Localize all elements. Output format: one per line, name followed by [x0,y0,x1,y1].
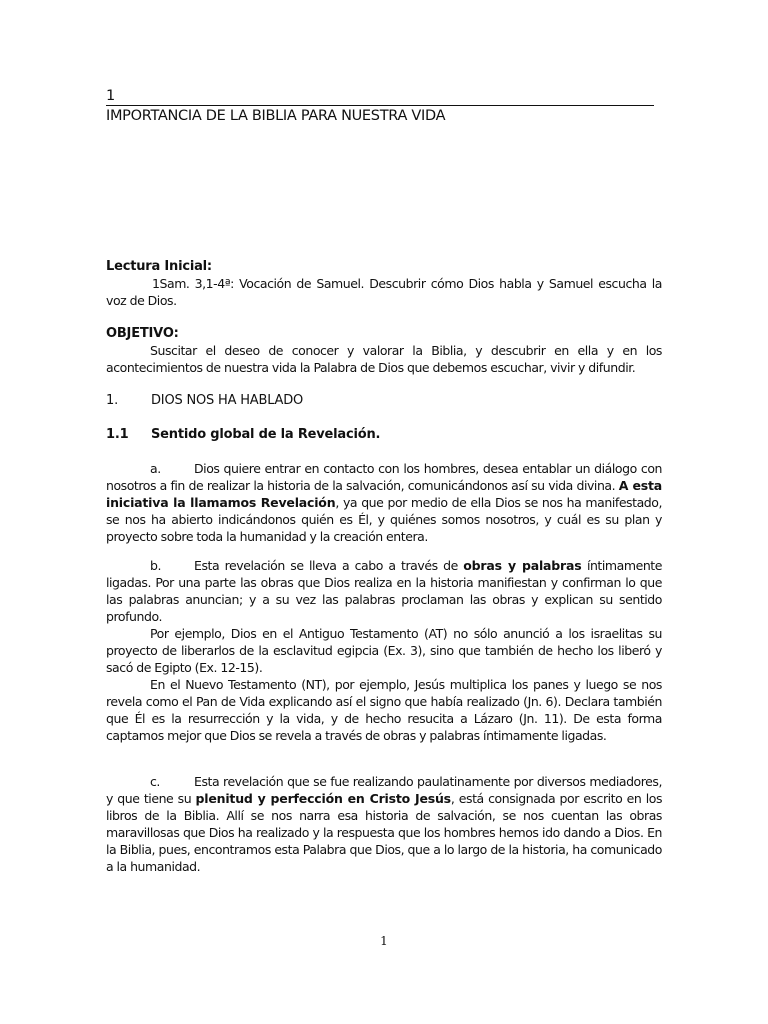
paragraph-b-example-nt: En el Nuevo Testamento (NT), por ejemplo, Jesús multiplica los panes y luego se nos revela como el Pan de Vida explicando así el signo que había realizado (Jn. 6). Declara también que Él es la resurrección y la vida, y de hecho resucita a Lázaro (Jn. 11). De esta forma captamos mejor que Dios se revela a través de obras y palabras íntimamente ligadas. [106,677,662,743]
chapter-number: 1 [106,88,654,106]
paragraph-b: b. Esta revelación se lleva a cabo a través de obras y palabras íntimamente ligadas. Por una parte las obras que Dios realiza en la historia manifiestan y confirman lo que las palabras anuncian; y a su vez las palabras proclaman las obras y explican su sentido profundo. [106,558,662,624]
chapter-title: IMPORTANCIA DE LA BIBLIA PARA NUESTRA VIDA [106,108,446,124]
paragraph-c: c. Esta revelación que se fue realizando paulatinamente por diversos mediadores, y que tiene su plenitud y perfección en Cristo Jesús, está consignada por escrito en los libros de la Biblia. Allí se nos narra esa historia de salvación, se nos cuentan las obras maravillosas que Dios ha realizado y la respuesta que los hombres hemos ido dando a Dios. En la Biblia, pues, encontramos esta Palabra que Dios, que a lo largo de la historia, ha comunicado a la humanidad. [106,774,663,874]
section-1-title: DIOS NOS HA HABLADO [151,393,304,408]
revelacion-emphasis: A esta iniciativa la llamamos Revelación [106,478,662,510]
paragraph-c-letter: c. [150,774,160,789]
section-1-1-title: Sentido global de la Revelación. [151,427,381,442]
section-1-1-number: 1.1 [106,427,129,442]
lectura-text: 1Sam. 3,1-4ª: Vocación de Samuel. Descubrir cómo Dios habla y Samuel escucha la voz de Dios. [106,276,662,308]
paragraph-b-letter: b. [150,558,162,573]
cristo-emphasis: plenitud y perfección en Cristo Jesús [195,791,451,806]
paragraph-a: a. Dios quiere entrar en contacto con los hombres, desea entablar un diálogo con nosotros a fin de realizar la historia de la salvación, comunicándonos así su vida divina. A esta iniciativa la llamamos Revelación, ya que por medio de ella Dios se nos ha manifestado, se nos ha abierto indicándonos quién es Él, y quiénes somos nosotros, y cuál es su plan y proyecto sobre toda la humanidad y la creación entera. [106,461,662,544]
objetivo-text: Suscitar el deseo de conocer y valorar la Biblia, y descubrir en ella y en los acontecimientos de nuestra vida la Palabra de Dios que debemos escuchar, vivir y difundir. [106,343,662,375]
lectura-heading: Lectura Inicial: [106,259,212,274]
section-1-heading [106,392,303,409]
obras-palabras-emphasis: obras y palabras [463,558,582,573]
section-1-number: 1. [106,393,119,408]
paragraph-a-letter: a. [150,461,161,476]
section-1-1-heading [106,426,380,443]
page-number: 1 [380,934,388,948]
objetivo-heading: OBJETIVO: [106,326,179,341]
paragraph-b-example-at: Por ejemplo, Dios en el Antiguo Testamento (AT) no sólo anunció a los israelitas su proyecto de liberarlos de la esclavitud egipcia (Ex. 3), sino que también de hecho los liberó y sacó de Egipto (Ex. 12-15). [106,626,662,675]
